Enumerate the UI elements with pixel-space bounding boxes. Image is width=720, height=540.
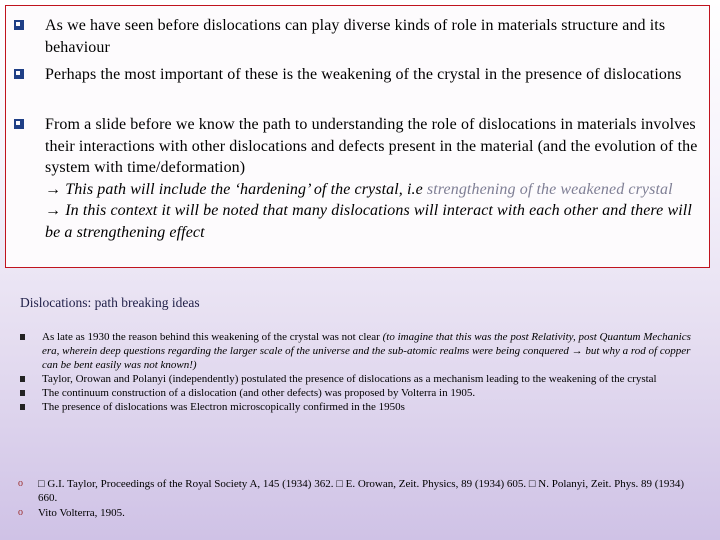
- history-item: [20, 400, 700, 414]
- history-list: [20, 330, 700, 414]
- bullet-square-icon: [14, 69, 24, 79]
- history-item-text: The presence of dislocations was Electron microscopically confirmed in the 1950s: [42, 401, 405, 413]
- history-item-text: The continuum construction of a dislocation (and other defects) was proposed by Volterra in 1905.: [42, 387, 476, 399]
- circle-bullet-icon: o: [18, 478, 23, 489]
- key-point-2: [14, 64, 703, 86]
- section-title: Dislocations: path breaking ideas: [20, 295, 200, 310]
- circle-bullet-icon: o: [18, 507, 23, 518]
- hardening-note-prefix: → This path will include the ‘hardening’ of the crystal, i.e: [45, 180, 427, 198]
- history-item-text: As late as 1930 the reason behind this weakening of the crystal was not clear: [42, 331, 383, 343]
- interaction-note: → In this context it will be noted that many dislocations will interact with each other and there will be a strengthening effect: [45, 202, 692, 241]
- reference-text: Vito Volterra, 1905.: [38, 507, 125, 519]
- key-point-text: [45, 114, 703, 243]
- key-points-box: [5, 5, 710, 268]
- history-item-text: Taylor, Orowan and Polanyi (independently) postulated the presence of dislocations as a mechanism leading to the weakening of the crystal: [42, 373, 657, 385]
- bullet-square-icon: [20, 404, 25, 410]
- key-point-text: As we have seen before dislocations can play diverse kinds of role in materials structure and its behaviour: [45, 17, 666, 56]
- bullet-square-icon: [20, 390, 25, 396]
- bullet-square-icon: [14, 119, 24, 129]
- key-point-3: [14, 114, 703, 243]
- bullet-square-icon: [20, 376, 25, 382]
- history-item: [20, 330, 700, 372]
- reference-item: [18, 477, 700, 505]
- history-item-aside: (to imagine that this was the post Relativity, post Quantum Mechanics era, wherein deep questions regarding the larger scale of the universe and the sub-atomic realms were being conquered → but why a rod of copper can be bent easily was not known!): [42, 331, 691, 371]
- key-point-1: [14, 15, 703, 58]
- strengthening-highlight: strengthening of the weakened crystal: [426, 180, 673, 198]
- key-point-text: Perhaps the most important of these is the weakening of the crystal in the presence of dislocations: [45, 66, 682, 83]
- bullet-square-icon: [14, 20, 24, 30]
- reference-item: [18, 506, 700, 520]
- references-list: [18, 477, 700, 521]
- key-point-main-text: From a slide before we know the path to understanding the role of dislocations in materials involves their interactions with other dislocations and defects present in the material (and the evolution of the system with time/deformation): [45, 116, 698, 176]
- bullet-square-icon: [20, 334, 25, 340]
- history-item: [20, 372, 700, 386]
- history-item: [20, 386, 700, 400]
- reference-text: □ G.I. Taylor, Proceedings of the Royal Society A, 145 (1934) 362. □ E. Orowan, Zeit. Physics, 89 (1934) 605. □ N. Polanyi, Zeit. Phys. 89 (1934) 660.: [38, 478, 685, 504]
